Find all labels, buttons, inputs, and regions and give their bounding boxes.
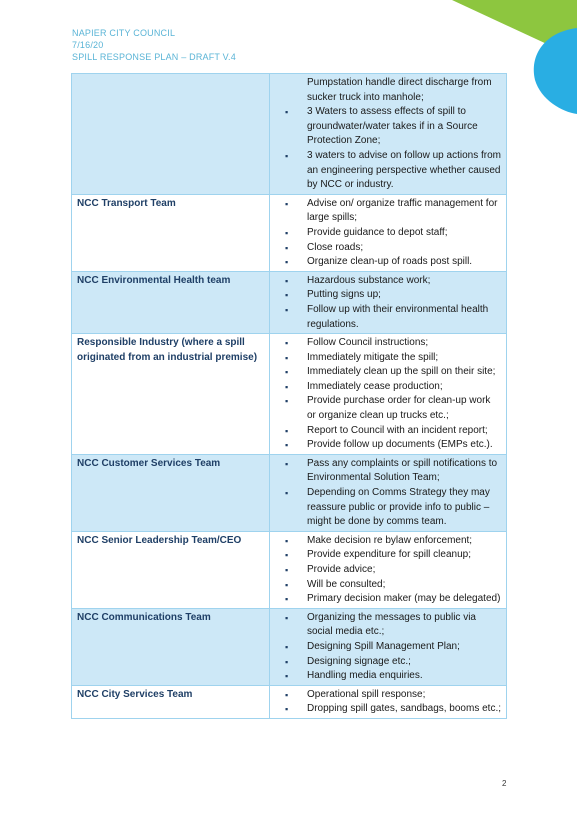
responsibilities-cell xyxy=(270,74,507,195)
responsibility-item: ▪ Operational spill response; xyxy=(275,688,501,703)
responsibility-item: ▪ Hazardous substance work; xyxy=(275,274,501,289)
table-row xyxy=(72,334,507,455)
responsibility-list xyxy=(275,611,501,684)
responsibility-item: ▪ Provide advice; xyxy=(275,563,501,578)
responsibility-list xyxy=(275,534,501,607)
team-name-cell: NCC Senior Leadership Team/CEO xyxy=(72,531,270,608)
responsibility-item: ▪ Close roads; xyxy=(275,241,501,256)
responsibility-item: ▪ Report to Council with an incident report; xyxy=(275,424,501,439)
team-name-cell: NCC City Services Team xyxy=(72,685,270,718)
team-name-cell: Responsible Industry (where a spill originated from an industrial premise) xyxy=(72,334,270,455)
responsibility-item: ▪ Follow up with their environmental health regulations. xyxy=(275,303,501,332)
table-row xyxy=(72,685,507,718)
table-row xyxy=(72,608,507,685)
document-header xyxy=(72,27,236,63)
team-name-cell xyxy=(72,74,270,195)
page-number: 2 xyxy=(502,779,507,788)
responsibility-item: ▪ Dropping spill gates, sandbags, booms etc.; xyxy=(275,702,501,717)
responsibility-item: Pumpstation handle direct discharge from sucker truck into manhole; xyxy=(307,77,492,103)
responsibilities-cell xyxy=(270,685,507,718)
responsibility-item: ▪ Follow Council instructions; xyxy=(275,336,501,351)
table-row xyxy=(72,531,507,608)
organization-name: NAPIER CITY COUNCIL xyxy=(72,28,176,38)
responsibility-item: ▪ Depending on Comms Strategy they may reassure public or provide info to public – might be done by comms team. xyxy=(275,486,501,530)
responsibility-list xyxy=(275,197,501,270)
responsibility-item: ▪ Will be consulted; xyxy=(275,578,501,593)
responsibility-item: ▪ 3 Waters to assess effects of spill to groundwater/water takes if in a Source Protection Zone; xyxy=(275,105,501,149)
table-row xyxy=(72,454,507,531)
table-row xyxy=(72,194,507,271)
responsibility-list xyxy=(275,688,501,717)
responsibility-list xyxy=(275,457,501,530)
responsibility-item: ▪ Provide follow up documents (EMPs etc.). xyxy=(275,438,501,453)
team-name-cell: NCC Communications Team xyxy=(72,608,270,685)
responsibility-item: ▪ Designing signage etc.; xyxy=(275,655,501,670)
responsibilities-cell xyxy=(270,531,507,608)
responsibility-item: ▪ Advise on/ organize traffic management for large spills; xyxy=(275,197,501,226)
responsibility-item: ▪ Immediately mitigate the spill; xyxy=(275,351,501,366)
responsibilities-cell xyxy=(270,608,507,685)
responsibility-table-body xyxy=(72,74,507,719)
responsibilities-cell xyxy=(270,271,507,333)
responsibility-item: ▪ Organize clean-up of roads post spill. xyxy=(275,255,501,270)
responsibilities-cell xyxy=(270,194,507,271)
team-name-cell: NCC Transport Team xyxy=(72,194,270,271)
team-name-cell: NCC Environmental Health team xyxy=(72,271,270,333)
responsibility-item: ▪ 3 waters to advise on follow up actions from an engineering perspective whether caused by NCC or industry. xyxy=(275,149,501,193)
responsibility-list xyxy=(275,274,501,332)
responsibilities-cell xyxy=(270,334,507,455)
responsibility-list xyxy=(275,76,501,193)
responsibility-item: ▪ Provide guidance to depot staff; xyxy=(275,226,501,241)
responsibility-item: ▪ Immediately cease production; xyxy=(275,380,501,395)
responsibility-item: ▪ Organizing the messages to public via social media etc.; xyxy=(275,611,501,640)
document-title: SPILL RESPONSE PLAN – DRAFT V.4 xyxy=(72,52,236,62)
responsibility-item: ▪ Provide expenditure for spill cleanup; xyxy=(275,548,501,563)
table-row xyxy=(72,74,507,195)
responsibility-item: ▪ Putting signs up; xyxy=(275,288,501,303)
responsibility-table xyxy=(71,73,507,719)
responsibility-item: ▪ Immediately clean up the spill on their site; xyxy=(275,365,501,380)
team-name-cell: NCC Customer Services Team xyxy=(72,454,270,531)
responsibility-item: ▪ Provide purchase order for clean-up work or organize clean up trucks etc.; xyxy=(275,394,501,423)
responsibilities-cell xyxy=(270,454,507,531)
responsibility-item: ▪ Make decision re bylaw enforcement; xyxy=(275,534,501,549)
document-date: 7/16/20 xyxy=(72,40,104,50)
responsibility-item: ▪ Designing Spill Management Plan; xyxy=(275,640,501,655)
responsibility-list xyxy=(275,336,501,453)
responsibility-item: ▪ Pass any complaints or spill notifications to Environmental Solution Team; xyxy=(275,457,501,486)
responsibility-item: ▪ Primary decision maker (may be delegated) xyxy=(275,592,501,607)
table-row xyxy=(72,271,507,333)
responsibility-item: ▪ Handling media enquiries. xyxy=(275,669,501,684)
